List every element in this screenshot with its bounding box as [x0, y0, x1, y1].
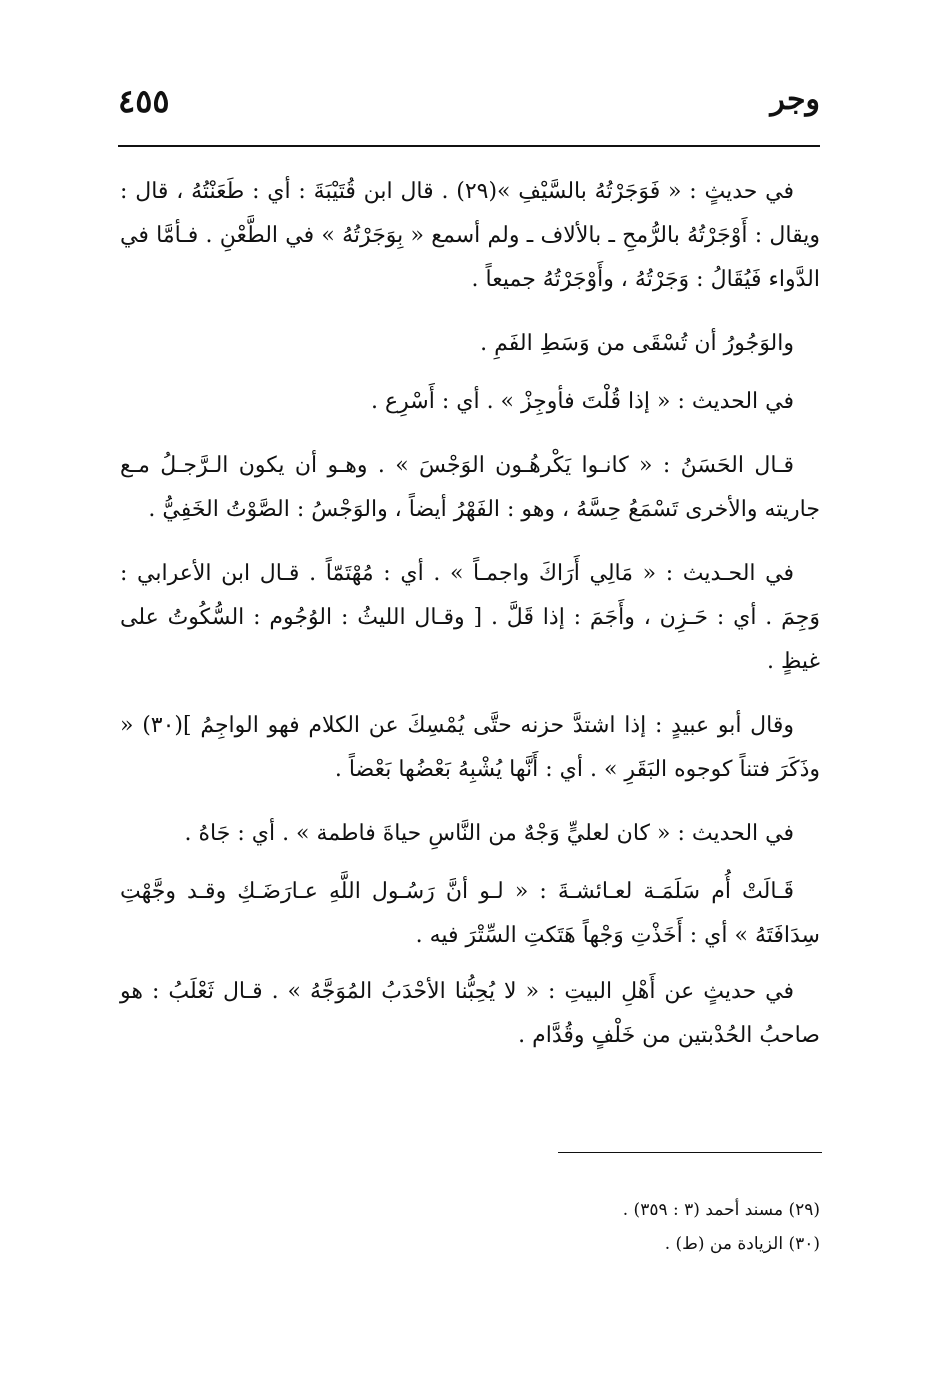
paragraph-awjiz: في الحديث : « إذا قُلْتَ فأوجِزْ » . أي : أَسْرِع .: [371, 389, 794, 414]
paragraph-abu-ubayd: وقال أبو عبيدٍ : إذا اشتدَّ حزنه حتَّى يُمْسِكَ عن الكلام فهو الواجِمُ ](٣٠) « وذَكَرَ فتناً كوجوه البَقَرِ » . أي : أَنَّها يُشْبِهُ بَعْضُها بَعْضاً .: [120, 713, 820, 782]
paragraph-wajur: والوَجُورُ أن تُسْقَى من وَسَطِ الفَمِ .: [480, 331, 794, 356]
paragraph-umm-salama: قَـالَتْ أُم سَلَمَـة لعـائشـةَ : « لـو أنَّ رَسُـول اللَّهِ عـارَضَـكِ وقـد وجَّهْتِ سِدَافَتَهُ » أي : أَخَذْتِ وَجْهاً هَتَكتِ السِّتْرَ فيه .: [120, 879, 820, 948]
main-text: [120, 170, 820, 1058]
paragraph-muwajjah: في حديثٍ عن أَهْلِ البيتِ : « لا يُحِبُّنا الأحْدَبُ المُوَجَّهُ » . قـال ثَعْلَبُ : هو صاحبُ الحُدْبتين من خَلْفٍ وقُدَّام .: [120, 979, 820, 1048]
header-rule: [118, 145, 820, 147]
footnote-rule: [558, 1152, 822, 1153]
page-number: ٤٥٥: [118, 82, 170, 120]
paragraph-wajh: في الحديث : « كان لعليٍّ وَجْهٌ من النَّاسِ حياةَ فاطمة » . أي : جَاهُ .: [184, 821, 794, 846]
paragraph-wajim: في الحـديث : « مَالِي أَرَاكَ واجمـاً » . أي : مُهْتَمّاً . قـال ابن الأعرابي : وَجِمَ . أي : حَـزِن ، وأَجَمَ : إذا قَلَّ . [ وقـال الليثُ : الوُجُوم : السُّكُوتُ على غيظٍ .: [120, 561, 821, 674]
running-head: وجر: [770, 82, 820, 117]
footnote-29: (٢٩) مسند أحمد (٣ : ٣٥٩) .: [622, 1200, 820, 1220]
paragraph-wajartuhu: في حديثٍ : « فَوَجَرْتُهُ بالسَّيْفِ »(٢٩) . قال ابن قُتَيْبَةَ : أي : طَعَنْتُهُ ، قال : ويقال : أَوْجَرْتُهُ بالرُّمحِ ـ بالألاف ـ ولم أسمع « بِوَجَرْتُهُ » في الطَّعْنِ . فـأمَّا في الدَّواء فَيُقَالُ : وَجَرْتُهُ ، وأَوْجَرْتُهُ جميعاً .: [120, 179, 820, 292]
page-header: [118, 82, 820, 130]
footnote-30: (٣٠) الزيادة من (ط) .: [664, 1234, 820, 1254]
footnotes: [120, 1193, 820, 1261]
paragraph-wajs: قـال الحَسَنُ : « كانـوا يَكْرهُـون الوَجْسَ » . وهـو أن يكون الـرَّجـلُ مـع جاريته والأخرى تَسْمَعُ حِسَّهُ ، وهو : الفَهْرُ أيضاً ، والوَجْسُ : الصَّوْتُ الخَفِيُّ .: [120, 453, 820, 522]
